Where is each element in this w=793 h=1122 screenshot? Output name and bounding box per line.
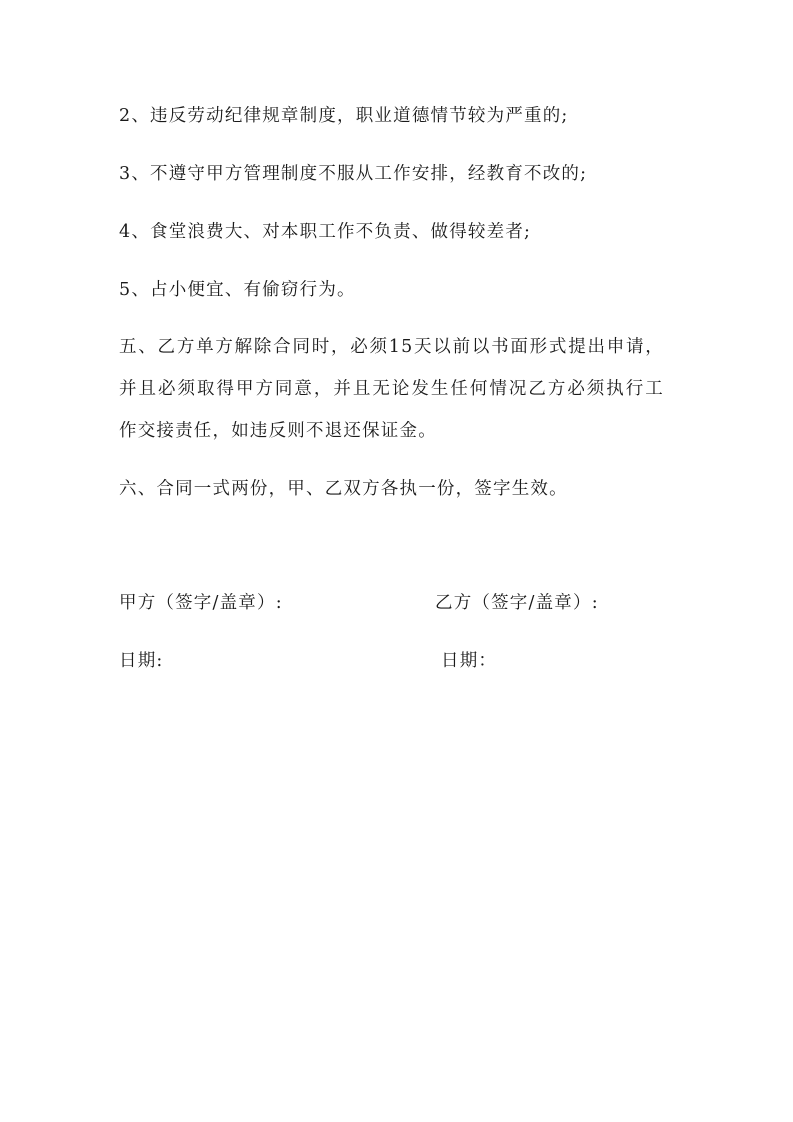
party-b-signature-label: 乙方（签字/盖章）: xyxy=(435,593,599,613)
party-b-date-label: 日期： xyxy=(441,651,498,671)
party-a-date-label: 日期: xyxy=(119,651,164,671)
section-5-line-2: 并且必须取得甲方同意，并且无论发生任何情况乙方必须执行工 xyxy=(119,379,664,399)
clause-item-2: 2、违反劳动纪律规章制度，职业道德情节较为严重的; xyxy=(119,106,569,126)
section-5-line-1: 五、乙方单方解除合同时，必须15天以前以书面形式提出申请， xyxy=(119,337,664,357)
clause-item-5: 5、占小便宜、有偷窃行为。 xyxy=(119,280,356,300)
party-a-signature-label: 甲方（签字/盖章）: xyxy=(119,593,283,613)
section-5-line-3: 作交接责任，如违反则不退还保证金。 xyxy=(119,421,437,441)
section-6: 六、合同一式两份，甲、乙双方各执一份，签字生效。 xyxy=(119,479,568,499)
clause-item-4: 4、食堂浪费大、对本职工作不负责、做得较差者; xyxy=(119,222,532,242)
clause-item-3: 3、不遵守甲方管理制度不服从工作安排，经教育不改的; xyxy=(119,164,588,184)
